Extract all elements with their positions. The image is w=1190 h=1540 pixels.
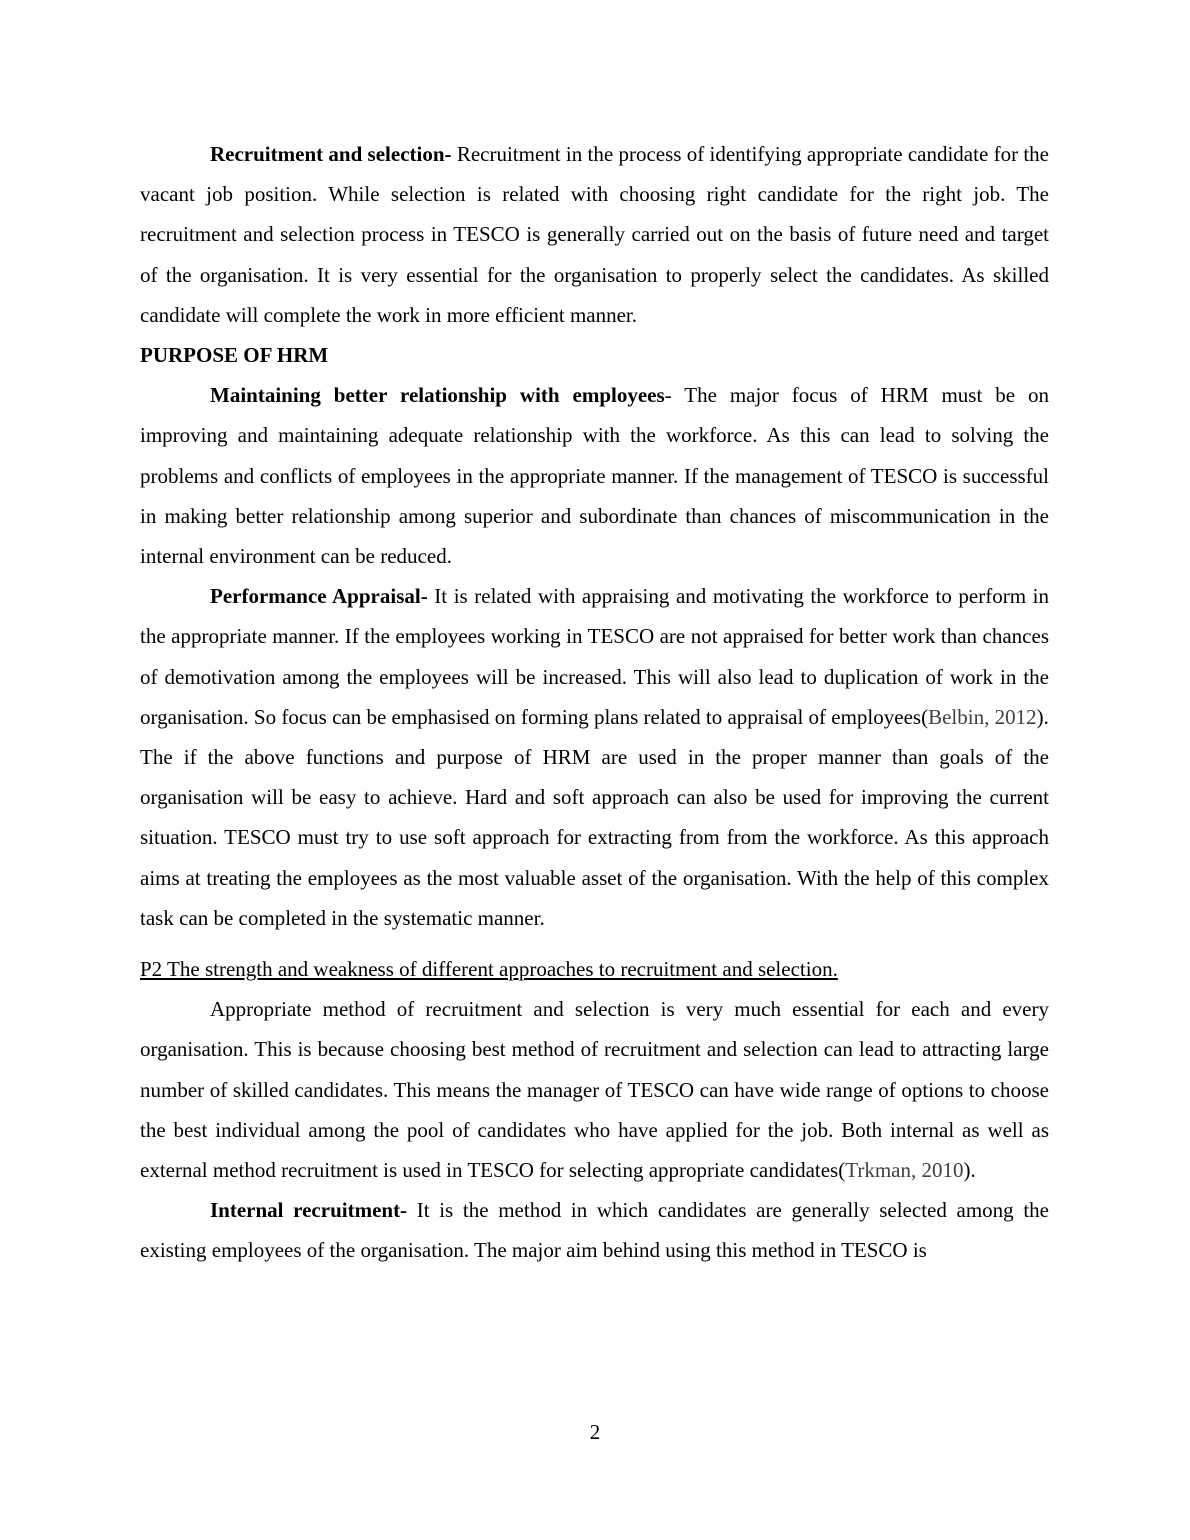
paragraph-lead: Performance Appraisal- (210, 584, 428, 609)
paragraph-body: Appropriate method of recruitment and selection is very much essential for each and every organisation. This is because choosing best method of recruitment and selection can lead to attracting large number of skilled candidates. This means the manager of TESCO can have wide range of options to choose the best individual among the pool of candidates who have applied for the job. Both internal as well as external method recruitment is used in TESCO for selecting appropriate candidates( (140, 997, 1049, 1183)
citation: Belbin, 2012 (928, 704, 1037, 729)
page-number: 2 (589, 1420, 601, 1444)
document-page (140, 134, 1049, 1271)
paragraph-lead: Internal recruitment- (210, 1198, 408, 1223)
section-heading-purpose-of-hrm: PURPOSE OF HRM (140, 343, 329, 368)
paragraph-internal-recruitment (140, 1190, 1049, 1270)
paragraph-body: It is the method in which candidates are generally selected among the existing employees of the organisation. The major aim behind using this method in TESCO is (140, 1198, 1049, 1263)
paragraph-recruitment-selection (140, 134, 1049, 335)
paragraph-recruitment-methods (140, 989, 1049, 1190)
paragraph-tail: ). (1036, 704, 1049, 729)
paragraph-lead: Maintaining better relationship with employees (210, 383, 665, 408)
paragraph-relationship (140, 375, 1049, 576)
paragraph-body: Recruitment in the process of identifying appropriate candidate for the vacant job position. While selection is related with choosing right candidate for the right job. The recruitment and selection process in TESCO is generally carried out on the basis of future need and target of the organisation. It is very essential for the organisation to properly select the candidates. As skilled candidate will complete the work in more efficient manner. (140, 142, 1049, 327)
citation: Trkman, 2010 (845, 1158, 964, 1183)
paragraph-body: - The major focus of HRM must be on improving and maintaining adequate relationship with the workforce. As this can lead to solving the problems and conflicts of employees in the appropriate manner. If the management of TESCO is successful in making better relationship among superior and subordinate than chances of miscommunication in the internal environment can be reduced. (140, 383, 1050, 569)
paragraph-summary: The if the above functions and purpose of HRM are used in the proper manner than goals of the organisation will be easy to achieve. Hard and soft approach can also be used for improving the current situation. TESCO must try to use soft approach for extracting from from the workforce. As this approach aims at treating the employees as the most valuable asset of the organisation. With the help of this complex task can be completed in the systematic manner. (140, 745, 1049, 930)
paragraph-performance-appraisal (140, 576, 1049, 737)
paragraph-tail: ). (963, 1158, 976, 1183)
paragraph-lead: Recruitment and selection- (210, 142, 452, 166)
section-heading-p2: P2 The strength and weakness of different approaches to recruitment and selection. (140, 957, 838, 982)
paragraph-body: It is related with appraising and motivating the workforce to perform in the appropriate manner. If the employees working in TESCO are not appraised for better work than chances of demotivation among the employees will be increased. This will also lead to duplication of work in the organisation. So focus can be emphasised on forming plans related to appraisal of employees( (140, 584, 1049, 729)
